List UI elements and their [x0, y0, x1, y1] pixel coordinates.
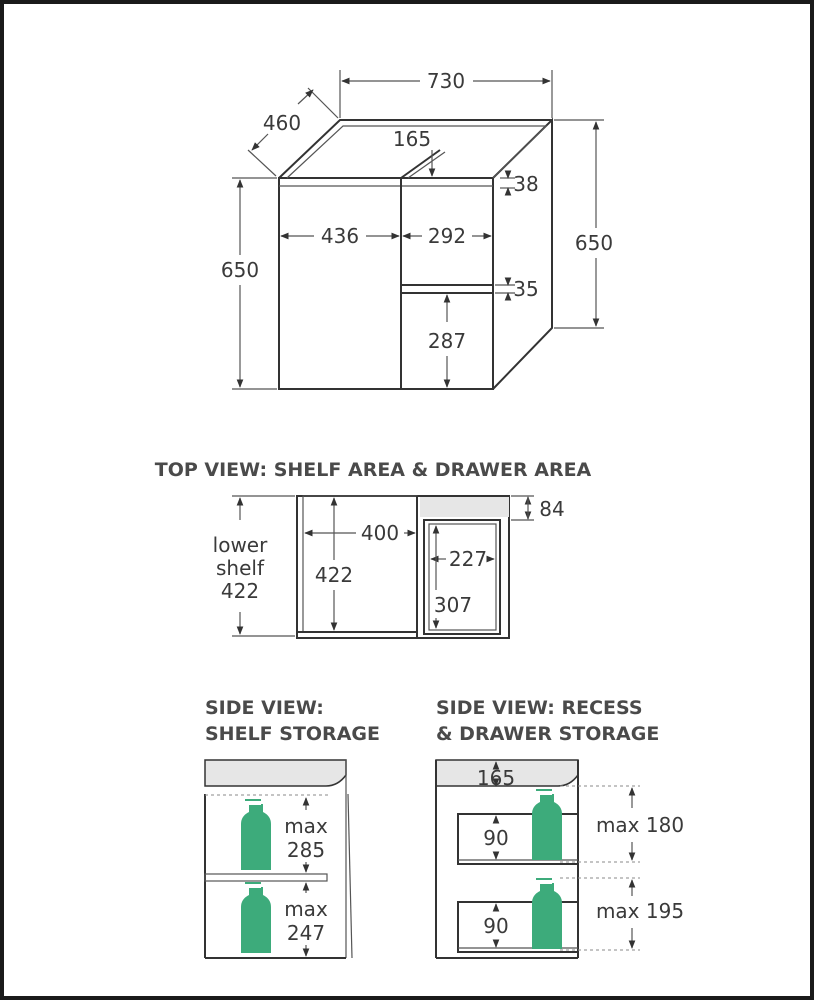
recess-depth-label: 165	[392, 127, 432, 151]
side-view-shelf	[205, 760, 352, 958]
side-recess-heading-1: SIDE VIEW: RECESS	[436, 697, 643, 719]
bottle-drawer-upper	[532, 789, 562, 860]
shelf-lower-max-line1: max	[284, 897, 328, 921]
top-view-heading: TOP VIEW: SHELF AREA & DRAWER AREA	[154, 459, 592, 481]
height-right-label: 650	[574, 231, 614, 255]
bottle-upper	[241, 799, 271, 870]
drawer-lower-max-label: max 195	[595, 899, 685, 923]
bottle-drawer-lower	[532, 878, 562, 949]
side-shelf-heading-2: SHELF STORAGE	[205, 723, 380, 745]
drawer1-inner-label: 90	[483, 826, 509, 850]
shelf-depth-label: 422	[314, 563, 354, 587]
drawer2-inner-label: 90	[483, 914, 509, 938]
drawer-upper-max-label: max 180	[595, 813, 685, 837]
drawer-height-label: 287	[427, 329, 467, 353]
top-drawer-depth-label: 307	[433, 593, 473, 617]
drawer-gap-label: 35	[513, 277, 539, 301]
side-view-recess	[436, 760, 684, 958]
cabinet-3d-view	[221, 69, 613, 389]
recess-side-label: 165	[476, 766, 516, 790]
drawer-width-label: 292	[427, 224, 467, 248]
bottle-lower	[241, 882, 271, 953]
width-label: 730	[426, 69, 466, 93]
shelf-upper-max-line2: 285	[286, 838, 326, 862]
side-recess-heading-2: & DRAWER STORAGE	[436, 723, 660, 745]
shelf-width-label: 400	[360, 521, 400, 545]
lower-shelf-label-line1: lower	[212, 533, 268, 557]
cabinet-front	[279, 178, 493, 389]
side-shelf-heading-1: SIDE VIEW:	[205, 697, 324, 719]
lower-shelf-label-line3: 422	[220, 579, 260, 603]
door-width-label: 436	[320, 224, 360, 248]
cabinet-side	[493, 120, 552, 389]
top-recess-label: 84	[539, 497, 565, 521]
shelf-upper-max-line1: max	[284, 814, 328, 838]
top-drawer-width-label: 227	[448, 547, 488, 571]
height-left-label: 650	[220, 258, 260, 282]
shelf-lower-max-line2: 247	[286, 921, 326, 945]
lower-shelf-label-line2: shelf	[216, 556, 264, 580]
depth-label: 460	[262, 111, 302, 135]
top-rail-label: 38	[513, 172, 539, 196]
top-view	[213, 496, 565, 638]
